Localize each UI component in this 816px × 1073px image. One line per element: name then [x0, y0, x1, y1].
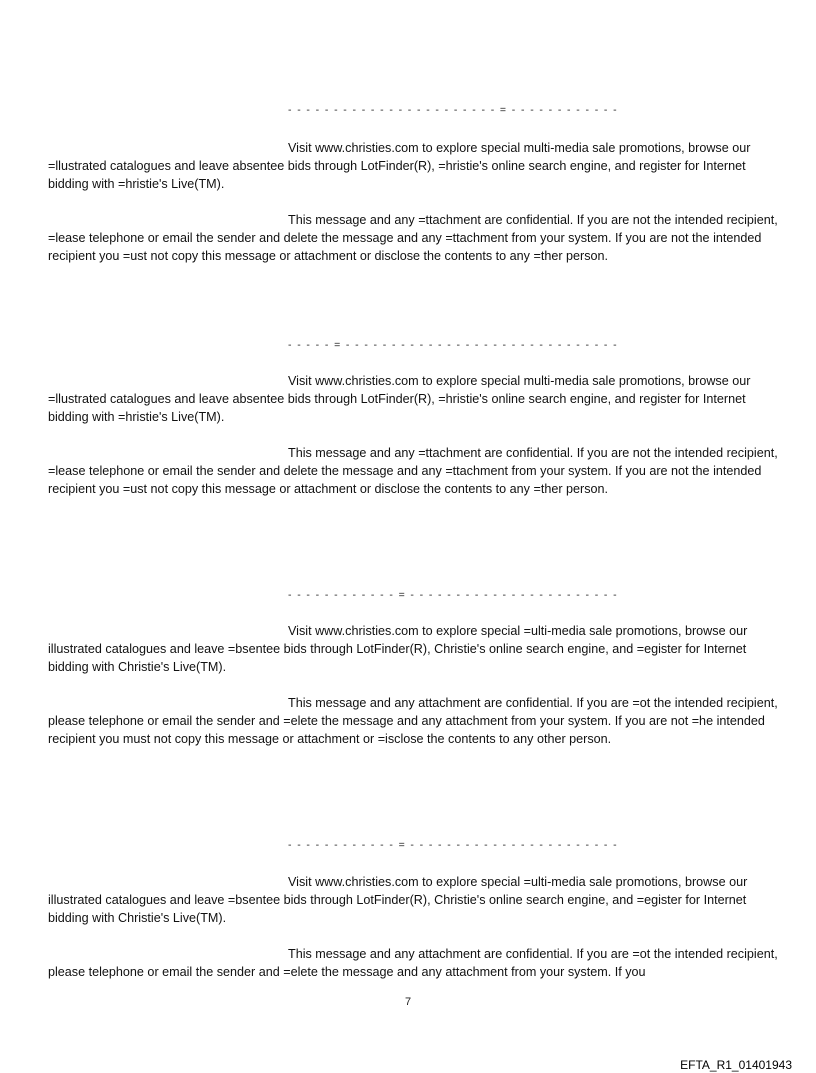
email-footer-block — [48, 873, 778, 981]
confidentiality-paragraph: This message and any attachment are confidential. If you are =ot the intended recipient, please telephone or email the sender and =elete the message and any attachment from your system. If you are not =he intended recipient you must not copy this message or attachment or =isclose the contents to any other person. — [48, 696, 778, 746]
separator-line: - - - - - - - - - - - - = - - - - - - - - - - - - - - - - - - - - - - - — [288, 839, 619, 851]
promo-paragraph: Visit www.christies.com to explore special multi-media sale promotions, browse our =llustrated catalogues and leave absentee bids through LotFinder(R), =hristie's online search engine, and register for Internet bidding with =hristie's Live(TM). — [48, 374, 751, 424]
confidentiality-paragraph: This message and any attachment are confidential. If you are =ot the intended recipient, please telephone or email the sender and =elete the message and any attachment from your system. If you — [48, 947, 778, 979]
separator-line: - - - - - - - - - - - - = - - - - - - - - - - - - - - - - - - - - - - - — [288, 589, 619, 601]
promo-paragraph: Visit www.christies.com to explore special multi-media sale promotions, browse our =llustrated catalogues and leave absentee bids through LotFinder(R), =hristie's online search engine, and register for Internet bidding with =hristie's Live(TM). — [48, 141, 751, 191]
email-footer-block — [48, 372, 778, 498]
separator-line: - - - - - - - - - - - - - - - - - - - - - - - = - - - - - - - - - - - - — [288, 104, 619, 116]
confidentiality-paragraph: This message and any =ttachment are confidential. If you are not the intended recipient, =lease telephone or email the sender and delete the message and any =ttachment from your system. If you are not the intended recipient you =ust not copy this message or attachment or disclose the contents to any =ther person. — [48, 213, 778, 263]
confidentiality-paragraph: This message and any =ttachment are confidential. If you are not the intended recipient, =lease telephone or email the sender and delete the message and any =ttachment from your system. If you are not the intended recipient you =ust not copy this message or attachment or disclose the contents to any =ther person. — [48, 446, 778, 496]
email-footer-block — [48, 139, 778, 265]
page-number: 7 — [404, 996, 412, 1008]
document-id: EFTA_R1_01401943 — [680, 1058, 792, 1072]
email-footer-block — [48, 622, 778, 748]
separator-line: - - - - - = - - - - - - - - - - - - - - - - - - - - - - - - - - - - - - — [288, 339, 619, 351]
promo-paragraph: Visit www.christies.com to explore special =ulti-media sale promotions, browse our illustrated catalogues and leave =bsentee bids through LotFinder(R), Christie's online search engine, and =egister for Internet bidding with Christie's Live(TM). — [48, 624, 748, 674]
promo-paragraph: Visit www.christies.com to explore special =ulti-media sale promotions, browse our illustrated catalogues and leave =bsentee bids through LotFinder(R), Christie's online search engine, and =egister for Internet bidding with Christie's Live(TM). — [48, 875, 748, 925]
